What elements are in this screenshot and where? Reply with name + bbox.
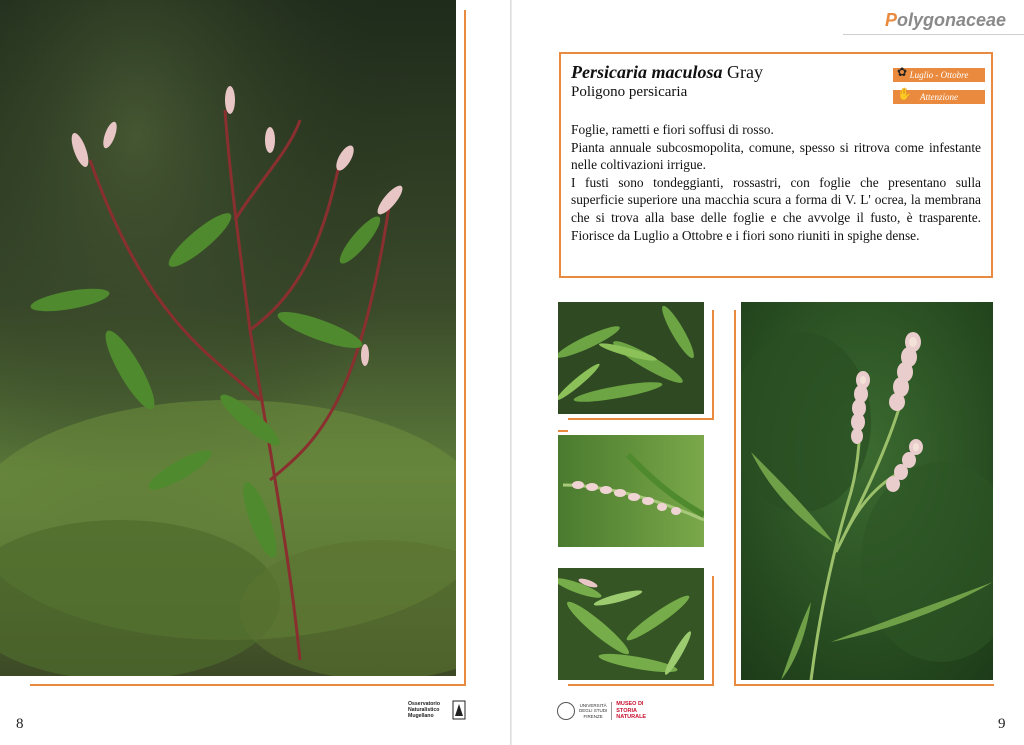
- university-seal-icon: [557, 702, 575, 720]
- flowering-period-badge: [893, 65, 985, 82]
- osservatorio-logo: [408, 700, 468, 722]
- leaf-detail-photo: [558, 302, 704, 414]
- main-plant-photo: [0, 0, 456, 676]
- description-paragraph-2: Pianta annuale subcosmopolita, comune, spesso si ritrova come infestante nelle coltivazioni irrigue.: [571, 139, 981, 173]
- common-name: Poligono persicaria: [571, 84, 688, 100]
- description-paragraph-1: Foglie, rametti e fiori soffusi di rosso.: [571, 122, 774, 137]
- family-rest: olygonaceae: [896, 10, 1006, 30]
- photo-frame-small-2: [558, 430, 568, 432]
- university-logo-text: [579, 703, 607, 720]
- museum-line-1: MUSEO DI: [616, 701, 644, 708]
- hand-icon: ✋: [897, 87, 912, 101]
- logo-divider: [611, 702, 612, 720]
- family-underline: [843, 34, 1024, 35]
- species-description: [571, 121, 981, 244]
- university-line-1: UNIVERSITÀ: [579, 702, 607, 708]
- family-heading: [885, 10, 1006, 31]
- museum-line-3: NATURALE: [616, 714, 647, 721]
- logo-line-1: Osservatorio: [408, 701, 441, 707]
- species-author: Gray: [727, 62, 763, 82]
- flowering-period-label: Luglio - Ottobre: [909, 70, 969, 80]
- university-line-3: FIRENZE: [583, 713, 603, 719]
- flower-icon: ✿: [897, 65, 908, 79]
- warning-badge: [893, 87, 985, 104]
- logo-emblem-icon: [452, 700, 466, 720]
- flower-spike-closeup-photo: [558, 435, 704, 547]
- page-number-right: 9: [998, 716, 1006, 732]
- university-line-2: DEGLI STUDI: [579, 708, 608, 714]
- right-page: [512, 0, 1024, 745]
- family-initial: P: [884, 10, 897, 30]
- description-paragraph-3: I fusti sono tondeggianti, rossastri, con foglie che presentano sulla superficie superiore una macchia scura a forma di V. L' ocrea, la membrana che si trova alla base delle foglie e che avvolge il fusto, è trasparente. Fiorisce da Luglio a Ottobre e i fiori sono riuniti in spighe dense.: [571, 174, 981, 243]
- warning-label: Attenzione: [920, 92, 958, 102]
- species-info-box: [559, 52, 993, 278]
- flower-spikes-photo: [741, 302, 993, 680]
- scientific-name: Persicaria maculosa: [571, 62, 723, 82]
- museum-line-2: STORIA: [616, 707, 637, 714]
- logo-line-3: Mugellano: [408, 713, 434, 719]
- museum-logo-text: [616, 701, 646, 721]
- page-number-left: 8: [16, 716, 24, 732]
- logo-line-2: Naturalistico: [408, 707, 440, 713]
- stem-leaves-photo: [558, 568, 704, 680]
- university-museum-logos: [557, 700, 646, 722]
